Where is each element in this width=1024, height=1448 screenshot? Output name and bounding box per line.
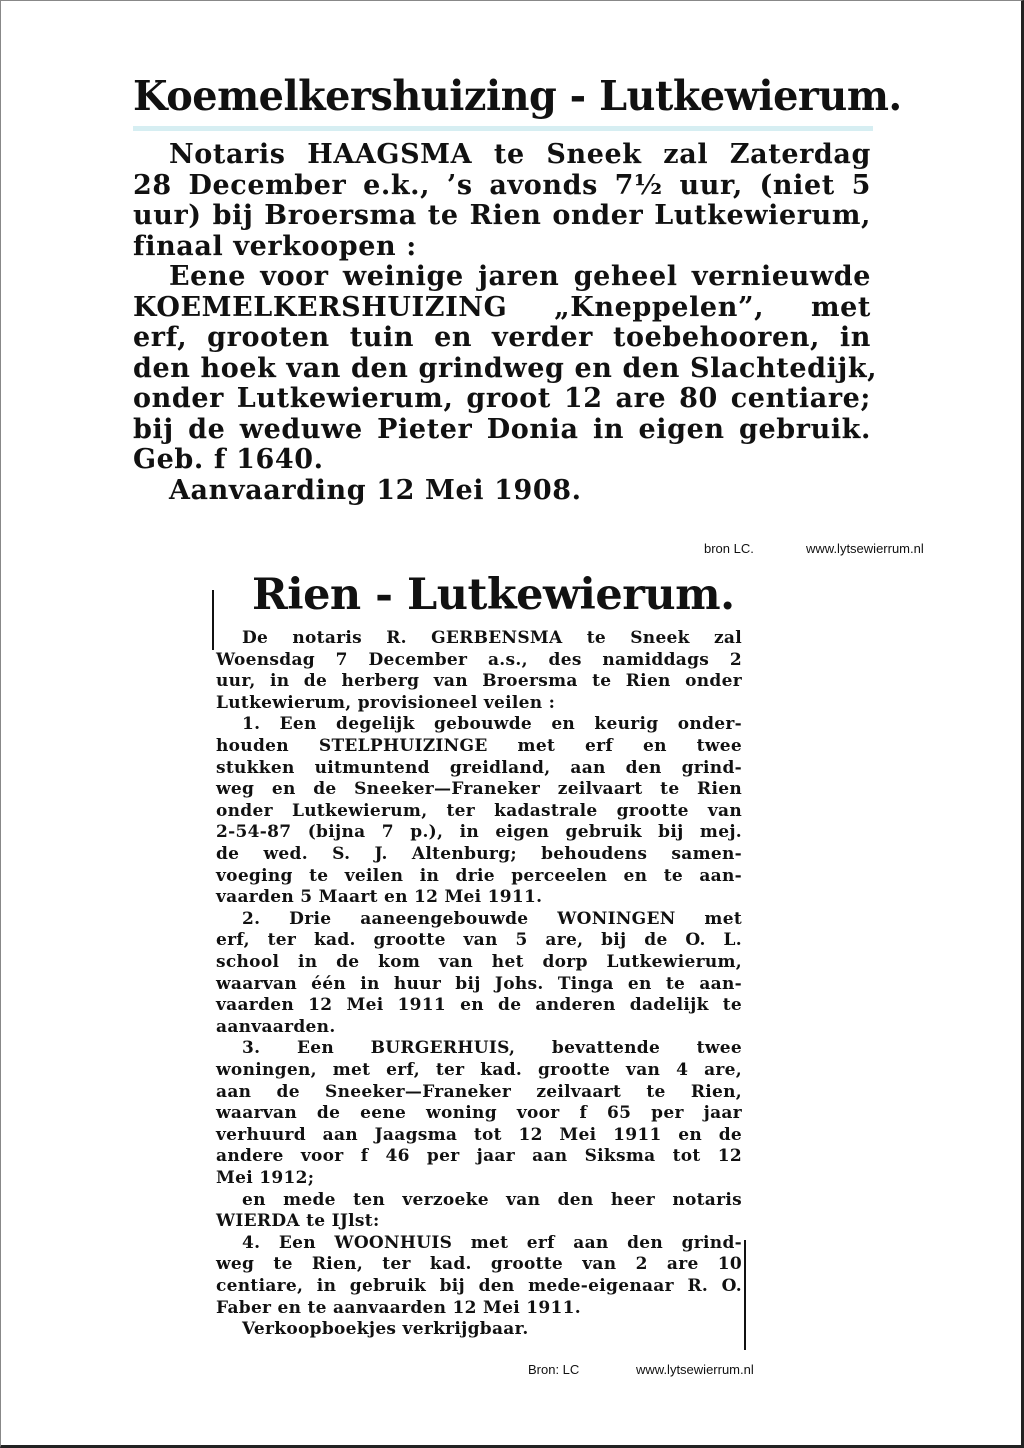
article-line: 2. Drie aaneengebouwde WONINGEN met xyxy=(242,908,742,929)
article-line: verhuurd aan Jaagsma tot 12 Mei 1911 en de xyxy=(216,1124,742,1145)
article-line: Lutkewierum, provisioneel veilen : xyxy=(216,692,556,713)
article-line: centiare, in gebruik bij den mede-eigenaar R. O. xyxy=(216,1276,742,1296)
headline-rule xyxy=(133,126,873,131)
article-line: onder Lutkewierum, ter kadastrale grootte van xyxy=(216,800,742,821)
website-credit: www.lytsewierrum.nl xyxy=(636,1362,754,1377)
article-line: woningen, met erf, ter kad. grootte van 4 are, xyxy=(216,1060,742,1080)
article-line: aan de Sneeker—Franeker zeilvaart te Rien, xyxy=(216,1081,742,1102)
website-credit: www.lytsewierrum.nl xyxy=(806,541,924,556)
article-line: De notaris R. GERBENSMA te Sneek zal xyxy=(242,628,742,648)
article-line: Verkoopboekjes verkrijgbaar. xyxy=(242,1319,529,1340)
article-line: 1. Een degelijk gebouwde en keurig onder- xyxy=(242,714,742,735)
column-rule-right xyxy=(744,1240,746,1350)
article-line: weg te Rien, ter kad. grootte van 2 are 10 xyxy=(216,1254,742,1275)
article-line: andere voor f 46 per jaar aan Siksma tot 12 xyxy=(216,1146,742,1167)
article-line: erf, grooten tuin en verder toebehooren, in xyxy=(133,322,871,353)
article-line: finaal verkoopen : xyxy=(133,230,417,262)
article-line: Aanvaarding 12 Mei 1908. xyxy=(169,474,582,506)
article-headline: Rien - Lutkewierum. xyxy=(252,570,735,620)
article-line: de wed. S. J. Altenburg; behoudens samen- xyxy=(216,844,742,864)
article-line: en mede ten verzoeke van den heer notaris xyxy=(242,1189,742,1210)
article-line: stukken uitmuntend greidland, aan den grind- xyxy=(216,757,742,778)
article-line: Woensdag 7 December a.s., des namiddags 2 xyxy=(216,649,742,670)
article-line: voeging te veilen in drie perceelen en te aan- xyxy=(216,865,742,886)
article-line: aanvaarden. xyxy=(216,1016,336,1037)
article-headline: Koemelkershuizing - Lutkewierum. xyxy=(133,72,902,120)
source-credit: Bron: LC xyxy=(528,1362,580,1377)
article-line: weg en de Sneeker—Franeker zeilvaart te Rien xyxy=(216,779,742,800)
article-line: erf, ter kad. grootte van 5 are, bij de O. L. xyxy=(216,930,742,951)
article-line: den hoek van den grindweg en den Slachtedijk, xyxy=(133,352,878,384)
newspaper-clipping-rien-lutkewierum xyxy=(212,570,752,1360)
article-line: Mei 1912; xyxy=(216,1168,315,1188)
article-line: WIERDA te IJlst: xyxy=(216,1211,380,1232)
article-line: Faber en te aanvaarden 12 Mei 1911. xyxy=(216,1297,581,1318)
article-line: vaarden 5 Maart en 12 Mei 1911. xyxy=(216,887,543,908)
article-line: 2-54-87 (bijna 7 p.), in eigen gebruik bij mej. xyxy=(216,822,742,843)
article-line: Eene voor weinige jaren geheel vernieuwde xyxy=(169,261,871,292)
article-line: onder Lutkewierum, groot 12 are 80 centiare; xyxy=(133,383,871,414)
article-line: uur) bij Broersma te Rien onder Lutkewierum, xyxy=(133,200,871,231)
article-line: school in de kom van het dorp Lutkewierum, xyxy=(216,952,742,972)
newspaper-clipping-koemelkershuizing xyxy=(133,70,902,506)
article-line: bij de weduwe Pieter Donia in eigen gebruik. xyxy=(133,413,871,445)
source-credit: bron LC. xyxy=(704,541,754,556)
article-line: 3. Een BURGERHUIS, bevattende twee xyxy=(242,1038,742,1059)
article-line: Notaris HAAGSMA te Sneek zal Zaterdag xyxy=(169,139,871,170)
article-line: 4. Een WOONHUIS met erf aan den grind- xyxy=(242,1232,742,1253)
article-line: Geb. f 1640. xyxy=(133,444,324,475)
article-line: houden STELPHUIZINGE met erf en twee xyxy=(216,736,742,756)
article-line: 28 December e.k., ’s avonds 7½ uur, (niet 5 xyxy=(133,169,871,201)
article-line: uur, in de herberg van Broersma te Rien onder xyxy=(216,671,742,692)
article-line: vaarden 12 Mei 1911 en de anderen dadelijk te xyxy=(216,995,742,1016)
article-line: waarvan de eene woning voor f 65 per jaar xyxy=(216,1103,742,1124)
article-line: waarvan één in huur bij Johs. Tinga en te aan- xyxy=(216,973,742,994)
article-line: KOEMELKERSHUIZING „Kneppelen”, met xyxy=(133,291,871,323)
column-rule-left xyxy=(212,590,214,650)
